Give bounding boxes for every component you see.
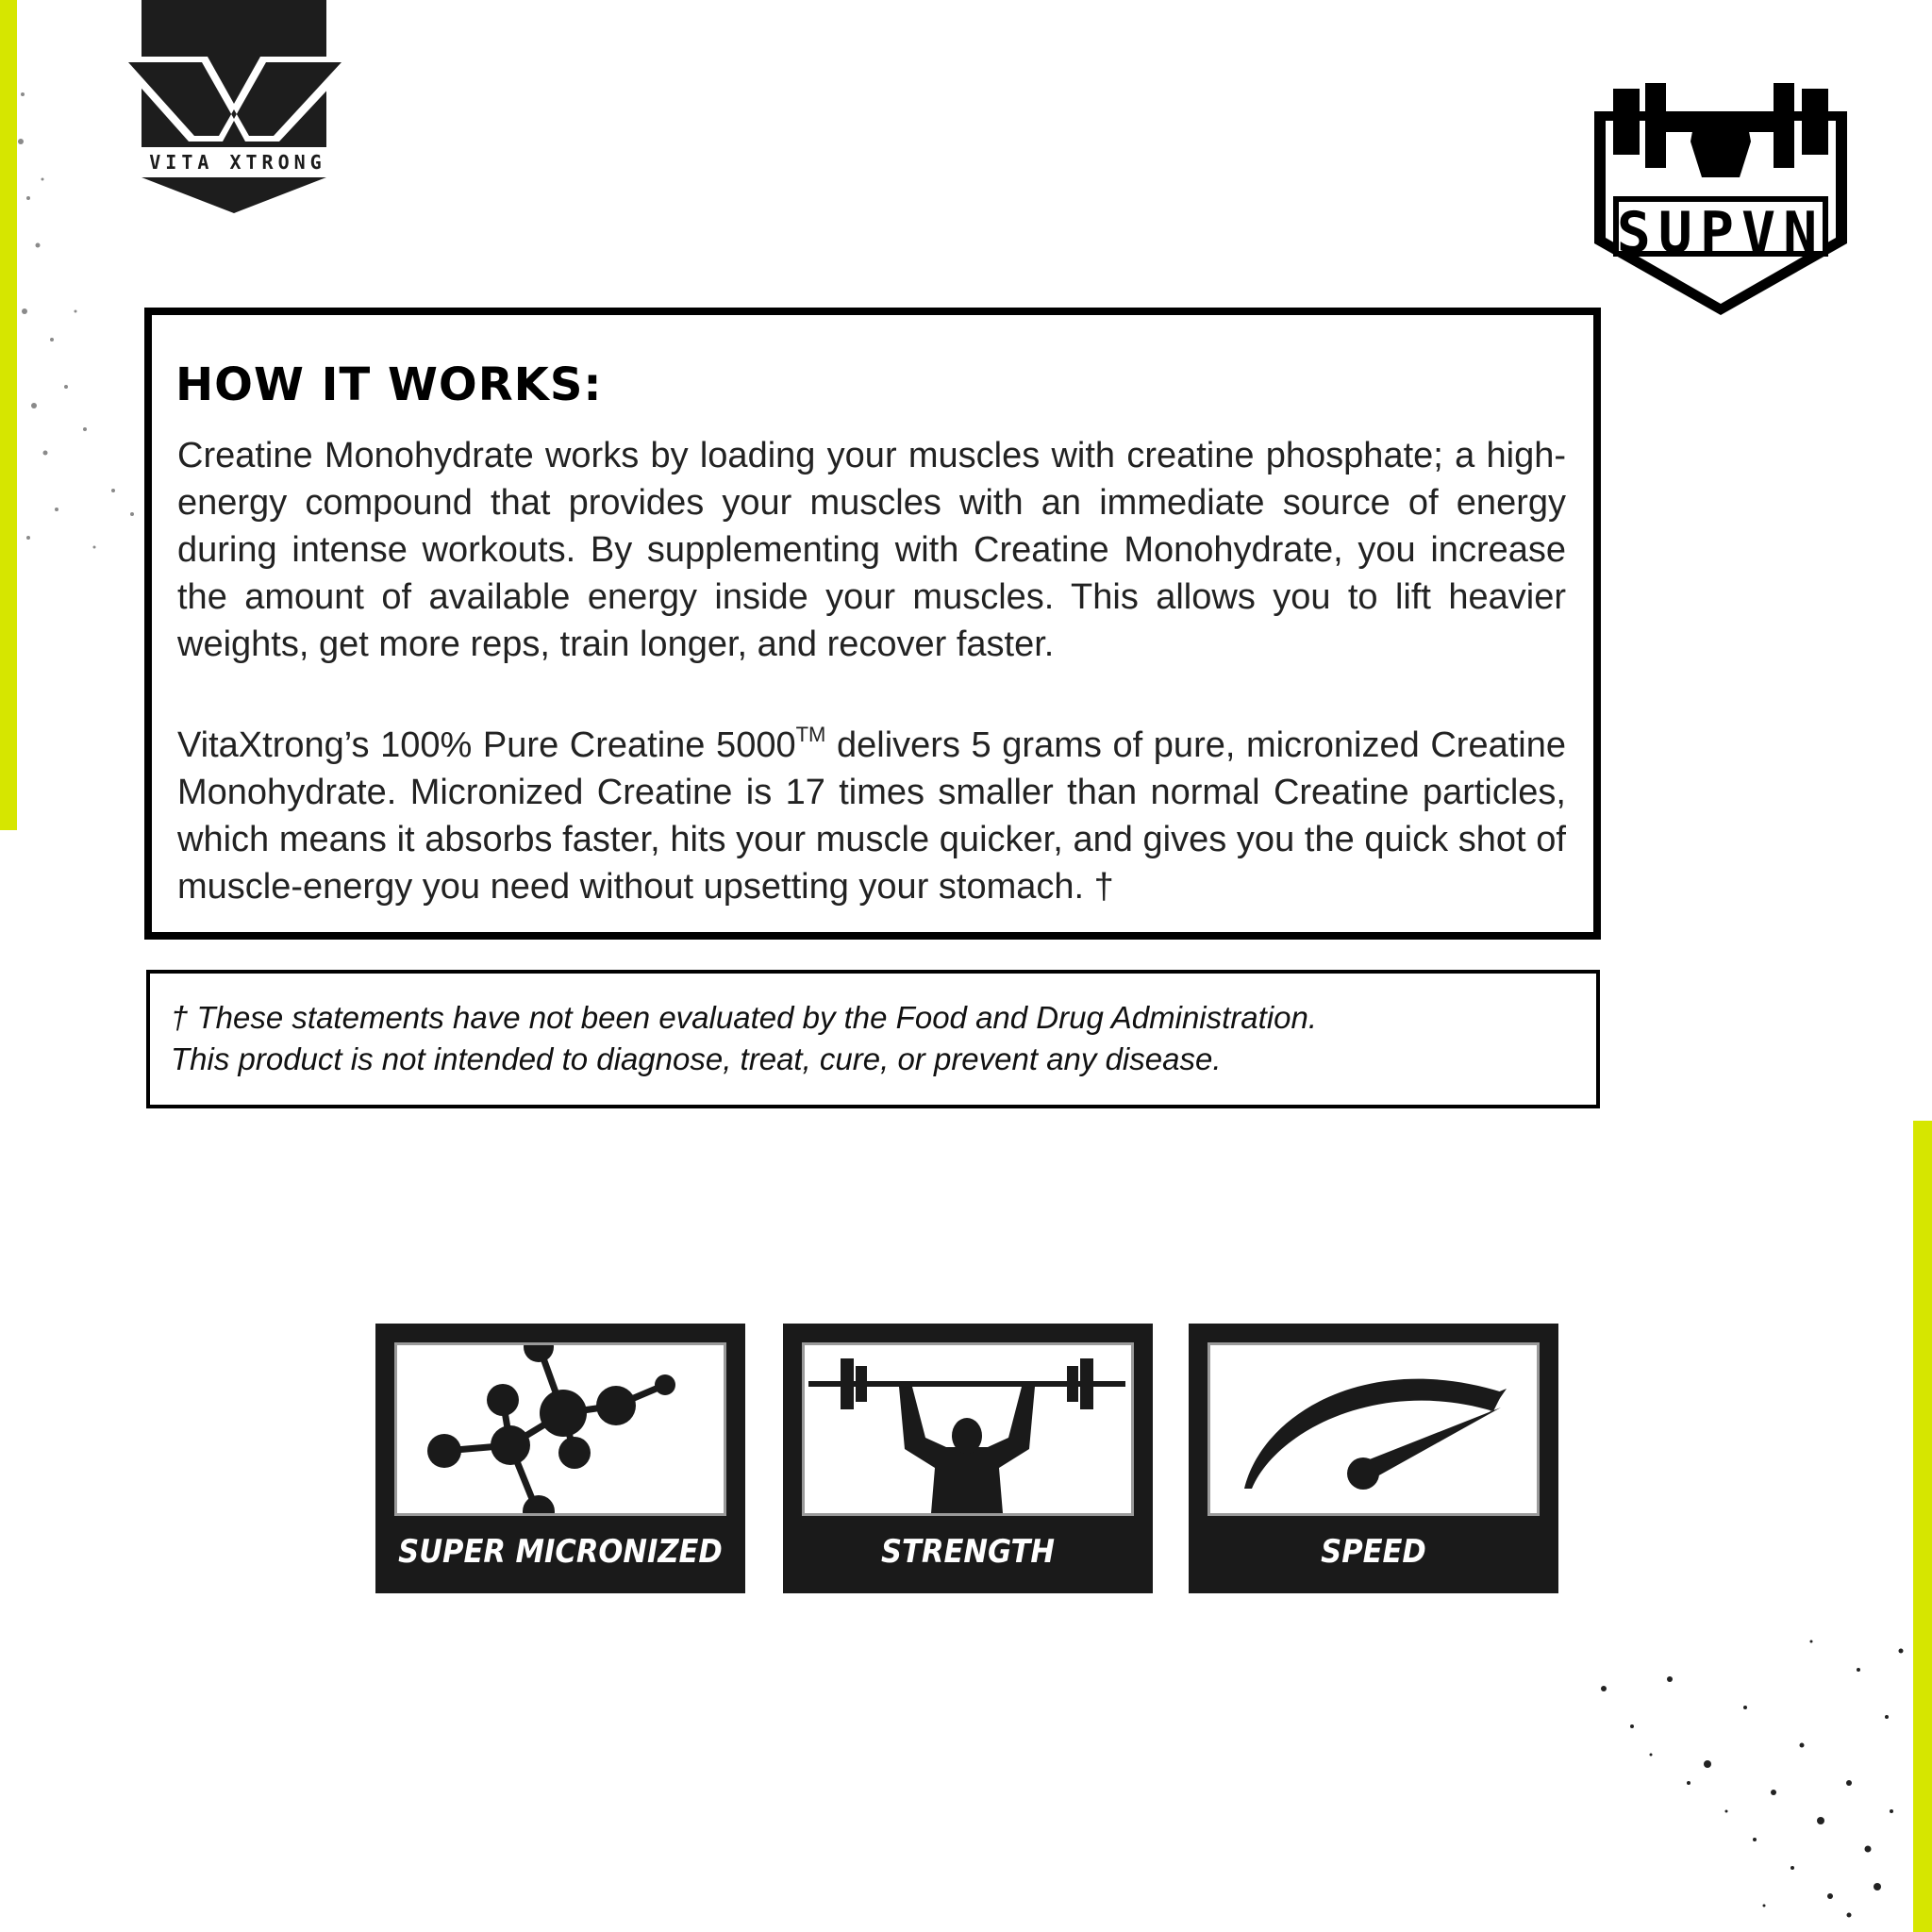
- paragraph-2-body: delivers 5 grams of pure, micronized Creatine Monohydrate. Micronized Creatine is 17 times smaller than normal Creatine particles, which means it absorbs faster, hits your muscle quicker, and gives you the quick shot of muscle-energy you need without upsetting your stomach. †: [177, 725, 1567, 907]
- paint-speckle-right: [1566, 1594, 1915, 1932]
- badge-label: SUPER MICRONIZED: [398, 1533, 723, 1571]
- badge-super-micronized: [375, 1324, 745, 1593]
- badge-panel: [1208, 1342, 1540, 1516]
- vita-xtrong-logo: [104, 0, 368, 217]
- weightlifter-icon: [805, 1345, 1131, 1513]
- disclaimer-line-2: This product is not intended to diagnose, treat, cure, or prevent any disease.: [171, 1041, 1222, 1076]
- how-it-works-paragraph-1: Creatine Monohydrate works by loading your muscles with creatine phosphate; a high-energy compound that provides your muscles with an immediate source of energy during intense workouts. By supplementing with Creatine Monohydrate, you increase the amount of available energy inside your muscles. This allows you to lift heavier weights, get more reps, train longer, and recover faster.: [177, 436, 1566, 664]
- how-it-works-title: HOW IT WORKS:: [175, 358, 603, 411]
- accent-stripe-right: [1913, 1121, 1932, 1932]
- supvn-wordmark: SUPVN: [1616, 200, 1825, 266]
- badge-panel: [394, 1342, 726, 1516]
- badge-strength: [783, 1324, 1153, 1593]
- badge-label: STRENGTH: [881, 1533, 1055, 1571]
- trademark-mark: TM: [795, 723, 826, 746]
- how-it-works-box: [144, 308, 1601, 940]
- disclaimer-line-1: † These statements have not been evaluated by the Food and Drug Administration.: [171, 1000, 1318, 1035]
- logo-wordmark: VITA XTRONG: [149, 151, 326, 174]
- paragraph-2-lead: VitaXtrong’s 100% Pure Creatine 5000: [177, 725, 796, 765]
- molecule-icon: [397, 1345, 724, 1513]
- speedometer-icon: [1210, 1345, 1537, 1513]
- how-it-works-paragraph-2: [177, 711, 1566, 910]
- fda-disclaimer-box: [146, 970, 1600, 1108]
- badge-speed: [1189, 1324, 1558, 1593]
- badge-label: SPEED: [1321, 1533, 1426, 1571]
- badge-panel: [802, 1342, 1134, 1516]
